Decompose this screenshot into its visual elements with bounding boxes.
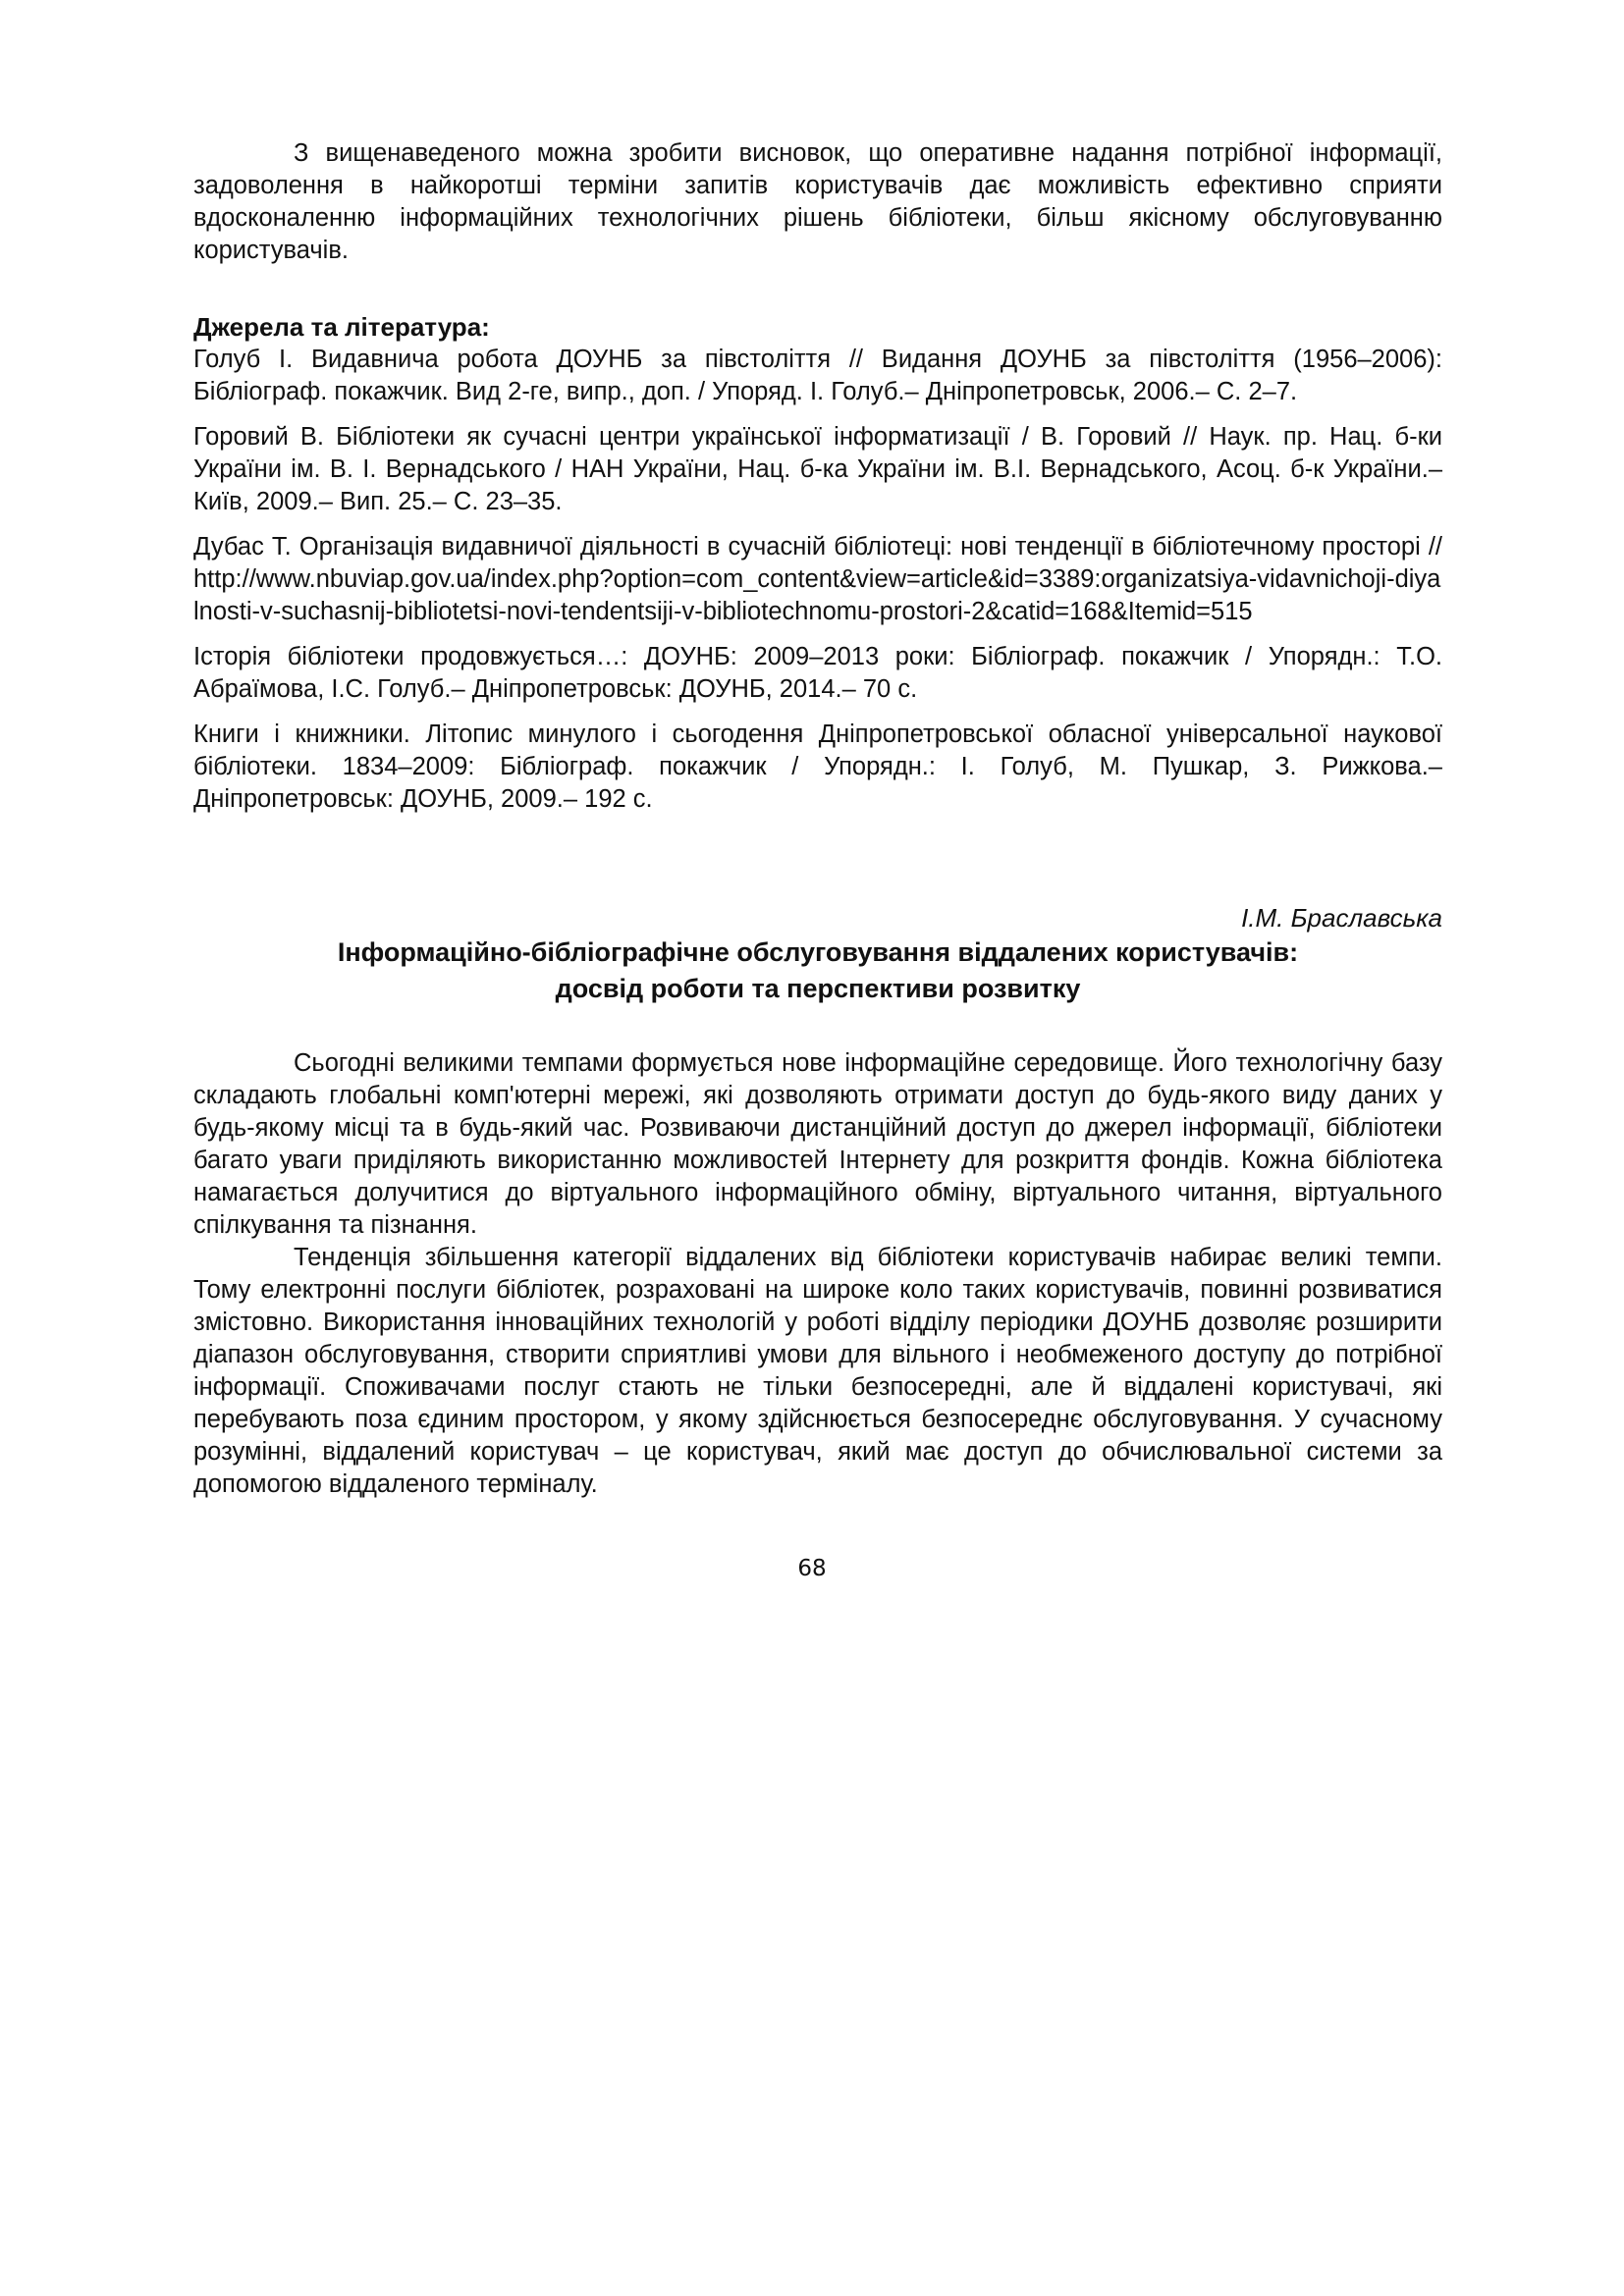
body-paragraph: Тенденція збільшення категорії віддалених від бібліотеки користувачів набирає великі темпи. Тому електронні послуги бібліотек, розраховані на широке коло таких користувачів, повинні розвиватися змістовно. Використання інноваційних технологій у роботі відділу періодики ДОУНБ дозволяє розширити діапазон обслуговування, створити сприятливі умови для вільного і необмеженого доступу до потрібної інформації. Споживачами послуг стають не тільки безпосередні, але й віддалені користувачі, які перебувають поза єдиним простором, у якому здійснюється безпосереднє обслуговування. У сучасному розумінні, віддалений користувач – це користувач, який має доступ до обчислювальної системи за допомогою віддаленого терміналу.	[193, 1244, 1442, 1498]
article-title-line: Інформаційно-бібліографічне обслуговування віддалених користувачів:	[337, 937, 1299, 967]
article-title	[193, 934, 1442, 1007]
reference-item: Книги і книжники. Літопис минулого і сьогодення Дніпропетровської обласної універсальної наукової бібліотеки. 1834–2009: Бібліограф. покажчик / Упорядн.: І. Голуб, М. Пушкар, З. Рижкова.– Дніпропетровськ: ДОУНБ, 2009.– 192 с.	[193, 721, 1442, 813]
reference-item: Горовий В. Бібліотеки як сучасні центри української інформатизації / В. Горовий // Наук. пр. Нац. б-ки України ім. В. І. Вернадського / НАН України, Нац. б-ка України ім. В.І. Вернадського, Асоц. б-к України.– Київ, 2009.– Вип. 25.– С. 23–35.	[193, 423, 1442, 515]
page-number: 68	[797, 1556, 827, 1581]
references-list	[193, 344, 1442, 816]
sources-heading: Джерела та література:	[193, 312, 490, 342]
reference-item: Голуб І. Видавнича робота ДОУНБ за півстоліття // Видання ДОУНБ за півстоліття (1956–2006): Бібліограф. покажчик. Вид 2-ге, випр., доп. / Упоряд. І. Голуб.– Дніпропетровськ, 2006.– С. 2–7.	[193, 346, 1442, 405]
reference-item: Дубас Т. Організація видавничої діяльності в сучасній бібліотеці: нові тенденції в бібліотечному просторі // http://www.nbuviap.gov.ua/index.php?option=com_content&view=article&id=3389:organizatsiya-vidavnichoji-diyalnosti-v-suchasnij-bibliotetsi-novi-tendentsiji-v-bibliotechnomu-prostori-2&catid=168&Itemid=515	[193, 533, 1442, 625]
article-body	[193, 1047, 1442, 1501]
intro-paragraph: З вищенаведеного можна зробити висновок, що оперативне надання потрібної інформації, задоволення в найкоротші терміни запитів користувачів дає можливість ефективно сприяти вдосконаленню інформаційних технологічних рішень бібліотеки, більш якісному обслуговуванню користувачів.	[193, 139, 1442, 264]
reference-item: Історія бібліотеки продовжується…: ДОУНБ: 2009–2013 роки: Бібліограф. покажчик / Упорядн.: Т.О. Абраїмова, І.С. Голуб.– Дніпропетровськ: ДОУНБ, 2014.– 70 с.	[193, 643, 1442, 703]
page-content	[193, 137, 1442, 1501]
article-title-line: досвід роботи та перспективи розвитку	[555, 974, 1081, 1003]
body-paragraph: Сьогодні великими темпами формується нове інформаційне середовище. Його технологічну базу складають глобальні комп'ютерні мережі, які дозволяють отримати доступ до будь-якого виду даних у будь-якому місці та в будь-який час. Розвиваючи дистанційний доступ до джерел інформації, бібліотеки багато уваги приділяють використанню можливостей Інтернету для розкриття фондів. Кожна бібліотека намагається долучитися до віртуального інформаційного обміну, віртуального читання, віртуального спілкування та пізнання.	[193, 1049, 1442, 1239]
article-author: І.М. Браславська	[1241, 903, 1442, 933]
